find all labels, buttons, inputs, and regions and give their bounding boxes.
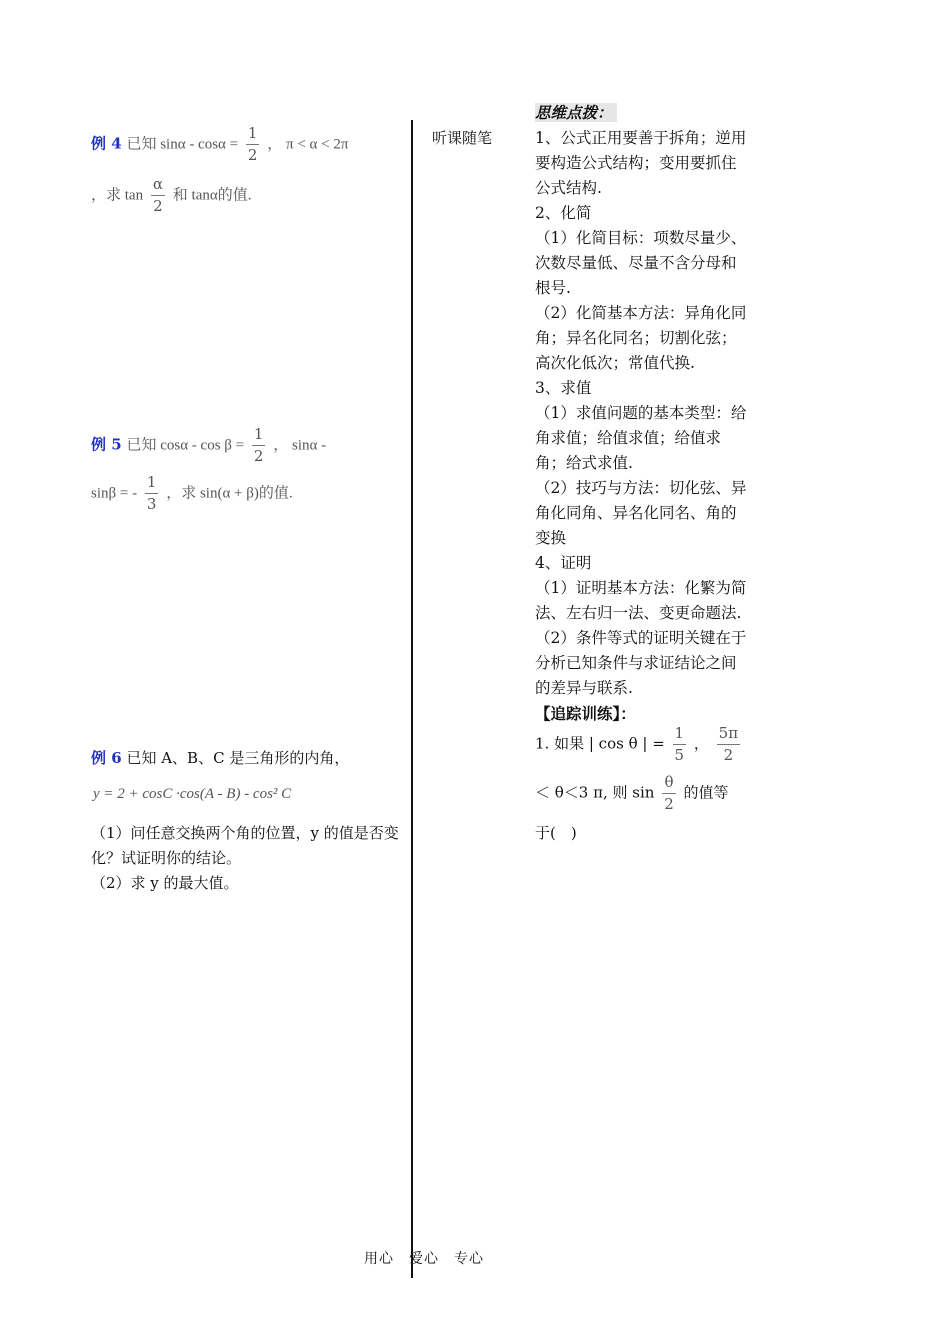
example-4-condition: 已知 sinα - cosα =	[126, 136, 239, 153]
problem-fraction-2: $\frac{5\pi}{2}$	[718, 724, 739, 764]
example-6-label: 例 6	[91, 749, 122, 767]
training-problem-line-3: 于( )	[535, 824, 577, 842]
example-6-line-1	[91, 747, 349, 768]
tip-item: 2、化简	[535, 204, 592, 222]
column-divider	[411, 120, 413, 1278]
example-4-range: ， π < α < 2π	[267, 136, 349, 153]
training-title: 【追踪训练】：	[535, 704, 636, 723]
tip-item: （2）化简基本方法：异角化同角；异名化同名；切割化弦；高次化低次；常值代换.	[535, 304, 747, 372]
tips-column	[535, 100, 750, 726]
tip-item: 4、证明	[535, 554, 592, 572]
example-6-question-1: （1）问任意交换两个角的位置，y 的值是否变化？试证明你的结论。	[91, 824, 399, 867]
problem-fraction-1: $\frac{1}{5}$	[674, 724, 685, 764]
training-problem-line-2: ＜ θ＜3 π, 则 sin $\frac{\theta}{2}$ 的值等	[535, 773, 729, 813]
notes-label: 听课随笔	[432, 129, 493, 147]
problem-fraction-3: $\frac{\theta}{2}$	[664, 773, 674, 813]
tip-item: （2）条件等式的证明关键在于分析已知条件与求证结论之间的差异与联系.	[535, 629, 747, 697]
tips-title: 思维点拨：	[535, 103, 617, 122]
example-5-label: 例 5	[91, 435, 122, 454]
tip-item: （1）证明基本方法：化繁为简法、左右归一法、变更命题法.	[535, 579, 747, 622]
example-4-half-angle-fraction: $\frac{\alpha}{2}$	[152, 175, 163, 215]
example-5-fraction-1: $\frac{1}{2}$	[253, 425, 264, 465]
tip-item: （1）求值问题的基本类型：给角求值；给值求值；给值求角；给式求值.	[535, 404, 747, 472]
example-4-line-2: ，求 tan $\frac{\alpha}{2}$ 和 tanα的值.	[91, 175, 252, 215]
example-6-statement: 已知 A、B、C 是三角形的内角，	[126, 749, 350, 767]
training-problem-line-1: 1. 如果 | cos θ | = $\frac{1}{5}$ ， $\frac{5\pi}{2}$	[535, 724, 739, 764]
example-5-condition: 已知 cosα - cos β =	[126, 437, 245, 454]
example-5-line-2: sinβ = - $\frac{1}{3}$ ，求 sin(α + β)的值.	[91, 473, 293, 513]
tip-item: （2）技巧与方法：切化弦、异角化同角、异名化同名、角的变换	[535, 479, 747, 547]
tip-item: （1）化简目标：项数尽量少、次数尽量低、尽量不含分母和根号.	[535, 229, 747, 297]
example-5-fraction-2: $\frac{1}{3}$	[146, 473, 157, 513]
tip-item: 3、求值	[535, 379, 592, 397]
example-4-fraction: $\frac{1}{2}$	[247, 124, 258, 164]
example-6-question-2: （2）求 y 的最大值。	[91, 874, 239, 892]
example-5-line-1: 例 5 已知 cosα - cos β = $\frac{1}{2}$ ， sinα -	[91, 425, 327, 465]
example-6-formula: y = 2 + cosC ·cos(A - B) - cos² C	[93, 786, 292, 802]
tip-item: 1、公式正用要善于拆角；逆用要构造公式结构；变用要抓住公式结构.	[535, 129, 747, 197]
example-4-label: 例 4	[91, 134, 122, 153]
example-4-line-1	[91, 126, 348, 163]
page-footer: 用心 爱心 专心	[364, 1251, 484, 1267]
